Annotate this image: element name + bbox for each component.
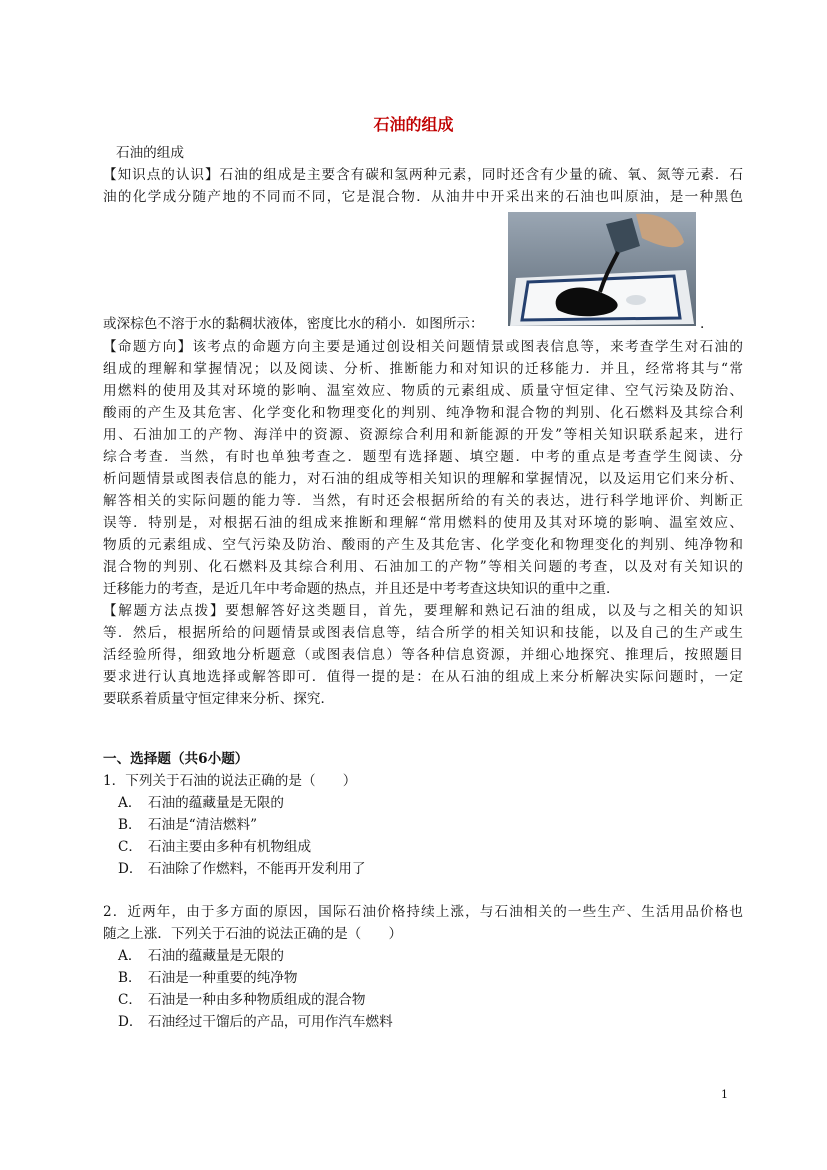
option-letter: B． [118, 817, 142, 833]
option-text: 石油主要由多种有机物组成 [148, 839, 312, 855]
direction-line: 解答相关的实际问题的能力等．当然，有时还会根据所给的有关的表达，进行科学地评价、判断正 [103, 493, 743, 509]
section-heading: 一、选择题（共6小题） [103, 751, 249, 767]
oil-pouring-photo [508, 212, 696, 326]
method-line: 活经验所得，细致地分析题意（或图表信息）等各种信息资源，并细心地探究、推理后，按照题目 [103, 647, 743, 663]
option-letter: A． [118, 795, 142, 811]
option-letter: D． [118, 1014, 143, 1030]
page-number: 1 [721, 1088, 728, 1101]
method-line: 【解题方法点拨】要想解答好这类题目，首先，要理解和熟记石油的组成，以及与之相关的知识 [103, 603, 743, 619]
direction-line: 用、石油加工的产物、海洋中的资源、资源综合利用和新能源的开发”等相关知识联系起来，进行 [103, 427, 743, 443]
direction-line: 迁移能力的考查，是近几年中考命题的热点，并且还是中考考查这块知识的重中之重． [103, 581, 620, 597]
direction-line: 误等．特别是，对根据石油的组成来推断和理解“常用燃料的使用及其对环境的影响、温室效应、 [103, 515, 743, 531]
knowledge-line: 【知识点的认识】石油的组成是主要含有碳和氢两种元素，同时还含有少量的硫、氧、氮等元素．石 [103, 167, 743, 183]
method-line: 要联系着质量守恒定律来分析、探究． [103, 691, 335, 707]
knowledge-line: 或深棕色不溶于水的黏稠状液体，密度比水的稍小．如图所示： [103, 316, 484, 332]
option-text: 石油的蕴藏量是无限的 [148, 948, 284, 964]
option-text: 石油是一种由多种物质组成的混合物 [148, 992, 366, 1008]
direction-line: 物质的元素组成、空气污染及防治、酸雨的产生及其危害、化学变化和物理变化的判别、纯净物和 [103, 537, 743, 553]
option-d [118, 858, 366, 880]
method-line: 等．然后，根据所给的问题情景或图表信息等，结合所学的相关知识和技能，以及自己的生产或生 [103, 625, 743, 641]
question-stem: 2．近两年，由于多方面的原因，国际石油价格持续上涨，与石油相关的一些生产、生活用品价格也 [103, 904, 743, 920]
option-letter: C． [118, 992, 142, 1008]
option-c [118, 989, 366, 1011]
option-d [118, 1011, 393, 1033]
option-letter: B． [118, 970, 142, 986]
direction-line: 混合物的判别、化石燃料及其综合利用、石油加工的产物”等相关问题的考查，以及对有关知识的 [103, 559, 743, 575]
subtitle: 石油的组成 [116, 145, 184, 161]
page-title: 石油的组成 [373, 115, 454, 134]
direction-line: 综合考查．当然，有时也单独考查之．题型有选择题、填空题．中考的重点是考查学生阅读、分 [103, 449, 743, 465]
option-letter: D． [118, 861, 143, 877]
direction-line: 组成的理解和掌握情况；以及阅读、分析、推断能力和对知识的迁移能力．并且，经常将其与“常 [103, 361, 743, 377]
method-line: 要求进行认真地选择或解答即可．值得一提的是：在从石油的组成上来分析解决实际问题时，一定 [103, 669, 743, 685]
option-text: 石油经过干馏后的产品，可用作汽车燃料 [148, 1014, 393, 1030]
option-b [118, 967, 298, 989]
direction-line: 酸雨的产生及其危害、化学变化和物理变化的判别、纯净物和混合物的判别、化石燃料及其综合利 [103, 405, 743, 421]
option-letter: C． [118, 839, 142, 855]
direction-line: 用燃料的使用及其对环境的影响、温室效应、物质的元素组成、质量守恒定律、空气污染及防治、 [103, 383, 743, 399]
option-a [118, 792, 284, 814]
option-a [118, 945, 284, 967]
option-c [118, 836, 311, 858]
question-stem: 1．下列关于石油的说法正确的是（ ） [103, 773, 357, 789]
question-stem: 随之上涨．下列关于石油的说法正确的是（ ） [103, 926, 403, 942]
option-text: 石油的蕴藏量是无限的 [148, 795, 284, 811]
direction-line: 析问题情景或图表信息的能力，对石油的组成等相关知识的理解和掌握情况，以及运用它们来分析、 [103, 471, 743, 487]
knowledge-line: 油的化学成分随产地的不同而不同，它是混合物．从油井中开采出来的石油也叫原油，是一种黑色 [103, 189, 743, 205]
option-text: 石油是“清洁燃料” [148, 817, 258, 833]
direction-line: 【命题方向】该考点的命题方向主要是通过创设相关问题情景或图表信息等，来考查学生对石油的 [103, 339, 743, 355]
knowledge-end: . [700, 316, 705, 332]
option-letter: A． [118, 948, 142, 964]
option-text: 石油除了作燃料，不能再开发利用了 [148, 861, 366, 877]
option-text: 石油是一种重要的纯净物 [148, 970, 298, 986]
option-b [118, 814, 257, 836]
oil-tray-image-icon [508, 212, 696, 326]
